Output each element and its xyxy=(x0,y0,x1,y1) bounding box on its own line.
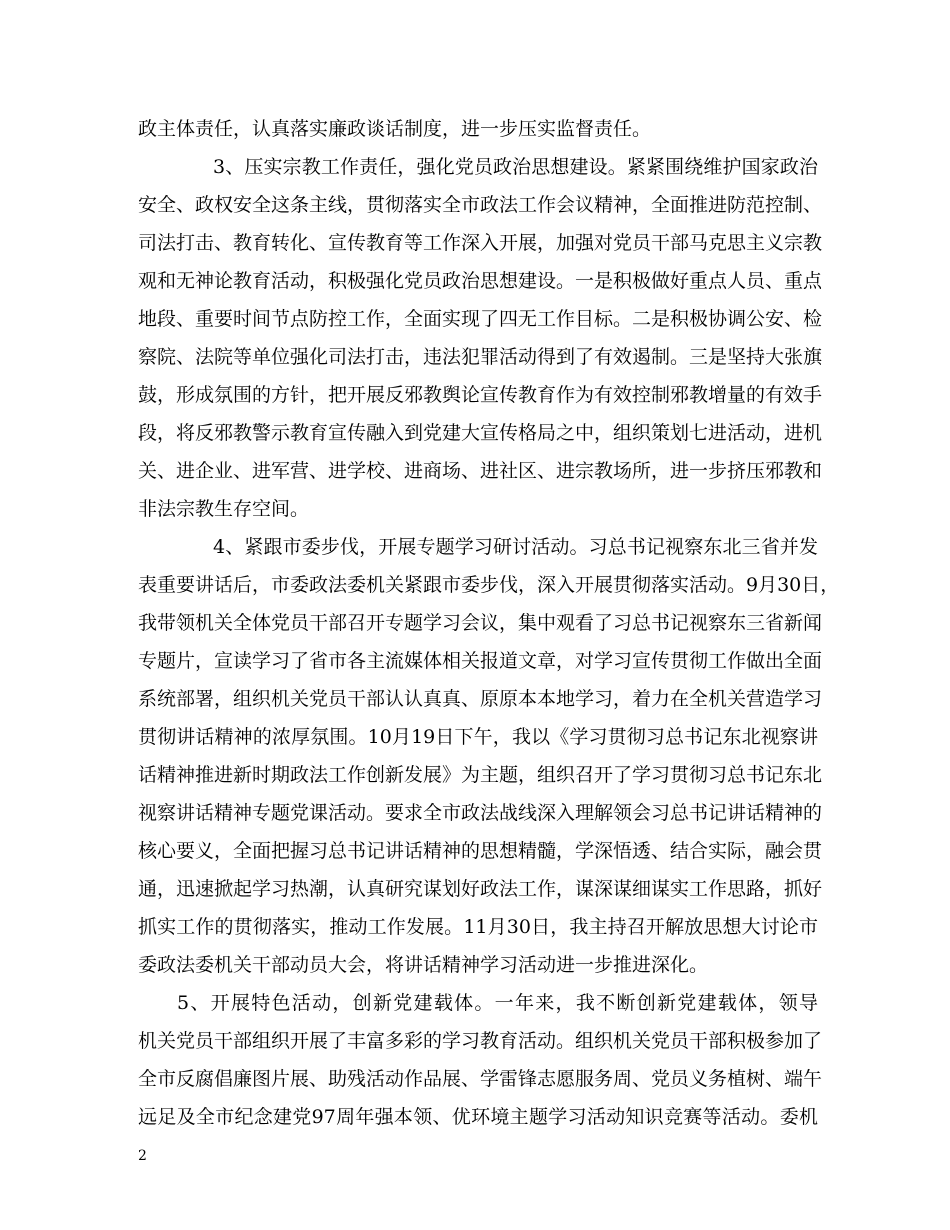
text-line: 关、进企业、进军营、进学校、进商场、进社区、进宗教场所，进一步挤压邪教和 xyxy=(138,460,823,482)
text-line: 察院、法院等单位强化司法打击，违法犯罪活动得到了有效遏制。三是坚持大张旗 xyxy=(138,346,823,368)
text-line: 系统部署，组织机关党员干部认认真真、原原本本地学习，着力在全机关营造学习 xyxy=(138,688,823,710)
text-line: 贯彻讲话精神的浓厚氛围。10月19日下午，我以《学习贯彻习总书记东北视察讲 xyxy=(138,726,818,748)
text-line: 全市反腐倡廉图片展、助残活动作品展、学雷锋志愿服务周、党员义务植树、端午 xyxy=(138,1068,823,1090)
paragraph-5-first-line: 5、开展特色活动，创新党建载体。一年来，我不断创新党建载体，领导 xyxy=(177,992,818,1014)
text-line: 表重要讲话后，市委政法委机关紧跟市委步伐，深入开展贯彻落实活动。9月30日， xyxy=(138,574,840,596)
text-line: 非法宗教生存空间。 xyxy=(138,498,310,520)
text-line: 机关党员干部组织开展了丰富多彩的学习教育活动。组织机关党员干部积极参加了 xyxy=(138,1030,823,1052)
text-line: 我带领机关全体党员干部召开专题学习会议，集中观看了习总书记视察东三省新闻 xyxy=(138,612,823,634)
text-line: 政主体责任，认真落实廉政谈话制度，进一步压实监督责任。 xyxy=(138,118,652,140)
text-line: 观和无神论教育活动，积极强化党员政治思想建设。一是积极做好重点人员、重点 xyxy=(138,270,823,292)
paragraph-4-first-line: 4、紧跟市委步伐，开展专题学习研讨活动。习总书记视察东北三省并发 xyxy=(213,536,818,558)
text-line: 核心要义，全面把握习总书记讲话精神的思想精髓，学深悟透、结合实际，融会贯 xyxy=(138,840,823,862)
text-line: 视察讲话精神专题党课活动。要求全市政法战线深入理解领会习总书记讲话精神的 xyxy=(138,802,823,824)
page-number: 2 xyxy=(138,1148,147,1164)
text-line: 安全、政权安全这条主线，贯彻落实全市政法工作会议精神，全面推进防范控制、 xyxy=(138,194,823,216)
text-line: 话精神推进新时期政法工作创新发展》为主题，组织召开了学习贯彻习总书记东北 xyxy=(138,764,823,786)
text-line: 远足及全市纪念建党97周年强本领、优环境主题学习活动知识竞赛等活动。委机 xyxy=(138,1106,818,1128)
text-line: 司法打击、教育转化、宣传教育等工作深入开展，加强对党员干部马克思主义宗教 xyxy=(138,232,823,254)
text-line: 委政法委机关干部动员大会，将讲话精神学习活动进一步推进深化。 xyxy=(138,954,709,976)
text-line: 通，迅速掀起学习热潮，认真研究谋划好政法工作，谋深谋细谋实工作思路，抓好 xyxy=(138,878,823,900)
text-line: 鼓，形成氛围的方针，把开展反邪教舆论宣传教育作为有效控制邪教增量的有效手 xyxy=(138,384,823,406)
text-line: 专题片，宣读学习了省市各主流媒体相关报道文章，对学习宣传贯彻工作做出全面 xyxy=(138,650,823,672)
text-line: 抓实工作的贯彻落实，推动工作发展。11月30日，我主持召开解放思想大讨论市 xyxy=(138,916,818,938)
paragraph-3-first-line: 3、压实宗教工作责任，强化党员政治思想建设。紧紧围绕维护国家政治 xyxy=(213,156,818,178)
text-line: 地段、重要时间节点防控工作，全面实现了四无工作目标。二是积极协调公安、检 xyxy=(138,308,823,330)
text-line: 段，将反邪教警示教育宣传融入到党建大宣传格局之中，组织策划七进活动，进机 xyxy=(138,422,823,444)
